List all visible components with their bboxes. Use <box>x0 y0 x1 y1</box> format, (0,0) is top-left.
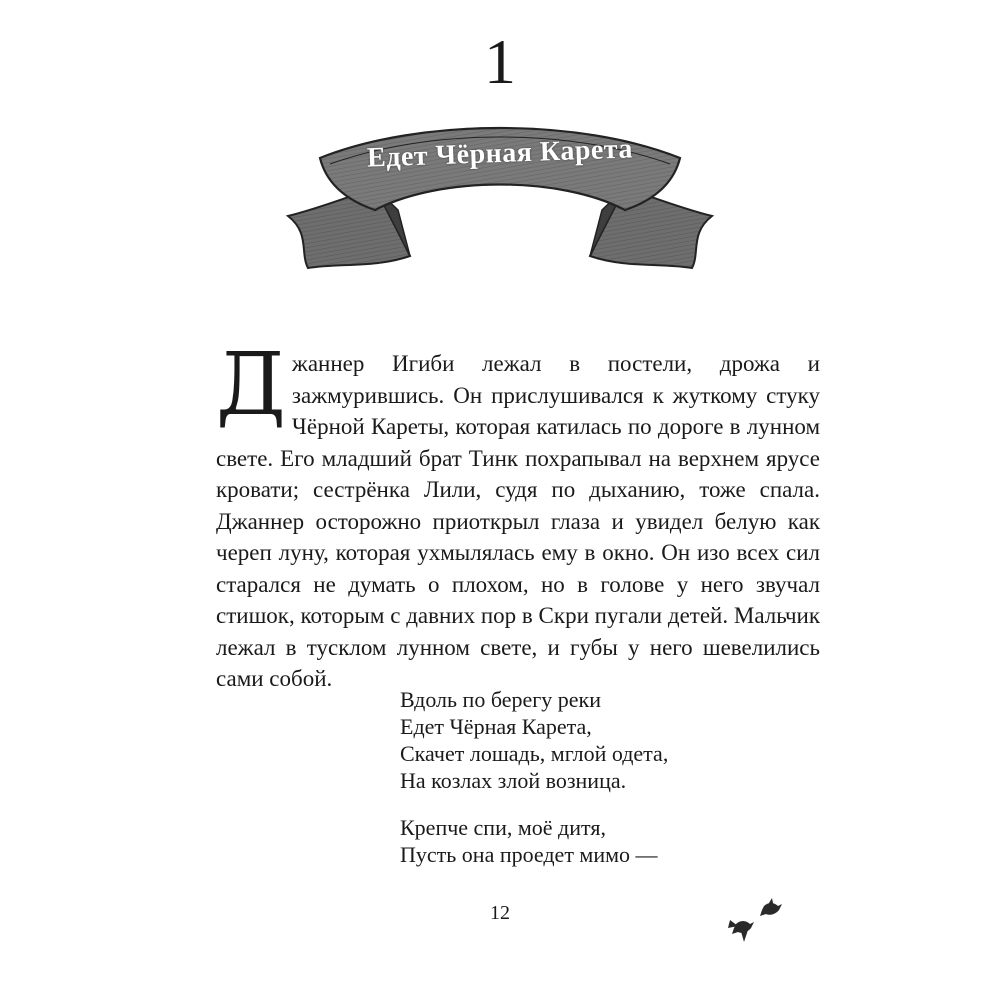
drop-cap: Д <box>216 335 286 435</box>
poem-stanza-2 <box>400 814 800 868</box>
poem-line: Едет Чёрная Карета, <box>400 714 592 739</box>
poem-line: Вдоль по берегу реки <box>400 687 601 712</box>
chapter-number: 1 <box>484 26 516 97</box>
chapter-title: Едет Чёрная Карета <box>366 133 634 174</box>
page-number: 12 <box>490 902 510 924</box>
poem-stanza-1 <box>400 686 800 794</box>
chapter-title-banner <box>280 118 720 288</box>
poem-line: Скачет лошадь, мглой одета, <box>400 741 669 766</box>
poem-line: Пусть она проедет мимо — <box>400 842 658 867</box>
body-paragraph <box>216 335 820 695</box>
poem-line: Крепче спи, моё дитя, <box>400 815 606 840</box>
paragraph-text: жаннер Игиби лежал в постели, дрожа и зажмурившись. Он прислушивался к жуткому стуку Чёрной Кареты, которая катилась по дороге в лунном свете. Его младший брат Тинк похрапывал на верхнем ярусе кровати; сестрёнка Лили, судя по дыханию, тоже спала. Джаннер осторожно приоткрыл глаза и увидел белую как череп луну, которая ухмылялась ему в окно. Он изо всех сил старался не думать о плохом, но в голове у него звучал стишок, которым с давних пор в Скри пугали детей. Мальчик лежал в тусклом лунном свете, и губы у него шевелились сами собой. <box>216 351 820 691</box>
poem-line: На козлах злой возница. <box>400 768 627 793</box>
flying-birds-icon <box>726 898 786 946</box>
poem <box>400 686 800 888</box>
